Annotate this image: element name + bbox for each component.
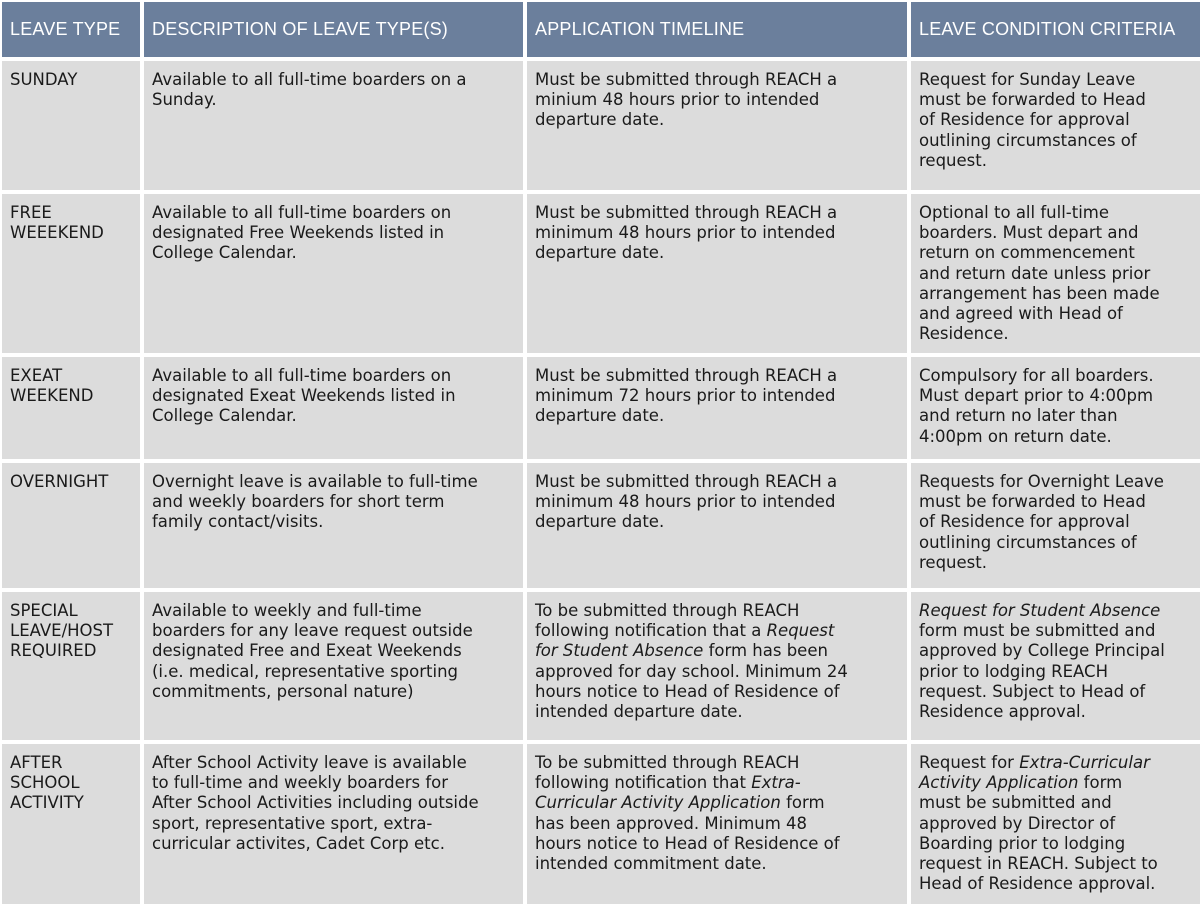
cell-line: [919, 773, 1194, 793]
cell-line: EXEAT: [10, 366, 63, 385]
plain-text: request. Subject to Head of: [919, 681, 1146, 701]
cell-line: Overnight leave is available to full-time: [152, 472, 478, 491]
cell-line: arrangement has been made: [919, 283, 1160, 303]
plain-text: form has been: [703, 641, 828, 661]
cell-line: [535, 814, 899, 834]
cell-line: [535, 773, 899, 793]
criteria-cell: [911, 61, 1200, 190]
cell-line: WEEEKEND: [10, 223, 104, 243]
timeline-cell: [527, 194, 907, 353]
header-leave-condition-criteria: LEAVE CONDITION CRITERIA: [911, 2, 1200, 57]
cell-line: Must be submitted through REACH a: [535, 203, 838, 222]
leave-type-cell: [2, 463, 140, 588]
cell-line: Available to all full-time boarders on a: [152, 70, 467, 89]
cell-line: SUNDAY: [10, 70, 78, 89]
criteria-cell: [911, 463, 1200, 588]
plain-text: form must be submitted and: [919, 621, 1156, 641]
cell-line: request.: [919, 150, 987, 170]
criteria-cell: [911, 592, 1200, 740]
cell-line: [535, 793, 899, 813]
cell-line: designated Free and Exeat Weekends: [152, 641, 462, 661]
description-cell: [144, 357, 523, 459]
cell-line: departure date.: [535, 512, 665, 532]
cell-line: minimum 48 hours prior to intended: [535, 223, 836, 243]
cell-line: commitments, personal nature): [152, 681, 414, 701]
cell-line: Must be submitted through REACH a: [535, 472, 838, 491]
cell-line: After School Activities including outside: [152, 793, 479, 813]
cell-line: of Residence for approval: [919, 110, 1130, 130]
italic-text: Curricular Activity Application: [535, 793, 781, 813]
cell-line: [919, 854, 1194, 874]
cell-line: curricular activites, Cadet Corp etc.: [152, 833, 445, 853]
cell-line: AFTER: [10, 753, 63, 772]
italic-text: for Student Absence: [535, 641, 704, 661]
cell-line: minium 48 hours prior to intended: [535, 90, 820, 110]
criteria-cell: [911, 194, 1200, 353]
cell-line: return on commencement: [919, 243, 1135, 263]
cell-line: [919, 662, 1194, 682]
plain-text: Head of Residence approval.: [919, 874, 1156, 894]
cell-line: Available to weekly and full-time: [152, 601, 422, 620]
cell-line: (i.e. medical, representative sporting: [152, 661, 458, 681]
plain-text: hours notice to Head of Residence of: [535, 833, 840, 853]
cell-line: [535, 854, 899, 874]
plain-text: Boarding prior to lodging: [919, 833, 1126, 853]
cell-line: Residence.: [919, 324, 1009, 344]
cell-line: boarders. Must depart and: [919, 223, 1139, 243]
cell-line: of Residence for approval: [919, 512, 1130, 532]
italic-text: Request for Student Absence: [919, 601, 1161, 620]
cell-line: and return no later than: [919, 406, 1118, 426]
italic-text: Activity Application: [919, 773, 1079, 793]
cell-line: designated Exeat Weekends listed in: [152, 386, 456, 406]
plain-text: To be submitted through REACH: [535, 601, 800, 620]
cell-line: Available to all full-time boarders on: [152, 203, 452, 222]
cell-line: [535, 682, 899, 702]
cell-line: and agreed with Head of: [919, 304, 1123, 324]
cell-line: Sunday.: [152, 90, 217, 110]
cell-line: SCHOOL: [10, 773, 80, 793]
cell-line: departure date.: [535, 406, 665, 426]
leave-type-cell: [2, 357, 140, 459]
plain-text: intended commitment date.: [535, 854, 767, 874]
leave-type-cell: [2, 744, 140, 904]
plain-text: approved by College Principal: [919, 641, 1165, 661]
cell-line: [919, 601, 1194, 621]
leave-type-cell: [2, 194, 140, 353]
cell-line: College Calendar.: [152, 243, 297, 263]
description-cell: [144, 744, 523, 904]
plain-text: prior to lodging REACH: [919, 661, 1108, 681]
plain-text: form: [1078, 773, 1123, 793]
description-cell: [144, 463, 523, 588]
header-application-timeline: APPLICATION TIMELINE: [527, 2, 907, 57]
cell-line: Optional to all full-time: [919, 203, 1110, 222]
cell-line: designated Free Weekends listed in: [152, 223, 445, 243]
cell-line: family contact/visits.: [152, 512, 324, 532]
cell-line: College Calendar.: [152, 406, 297, 426]
description-cell: [144, 61, 523, 190]
cell-line: minimum 72 hours prior to intended: [535, 386, 836, 406]
header-description: DESCRIPTION OF LEAVE TYPE(S): [144, 2, 523, 57]
plain-text: following notification that: [535, 773, 752, 793]
cell-line: [919, 641, 1194, 661]
header-leave-type: LEAVE TYPE: [2, 2, 140, 57]
cell-line: [919, 753, 1194, 773]
cell-line: must be forwarded to Head: [919, 90, 1146, 110]
cell-line: Available to all full-time boarders on: [152, 366, 452, 385]
leave-type-cell: [2, 61, 140, 190]
timeline-cell: [527, 744, 907, 904]
cell-line: [919, 874, 1194, 894]
cell-line: [919, 682, 1194, 702]
cell-line: ACTIVITY: [10, 793, 84, 813]
italic-text: Extra-Curricular: [1019, 753, 1150, 772]
timeline-cell: [527, 463, 907, 588]
cell-line: minimum 48 hours prior to intended: [535, 492, 836, 512]
cell-line: After School Activity leave is available: [152, 753, 467, 772]
cell-line: 4:00pm on return date.: [919, 426, 1112, 446]
timeline-cell: [527, 61, 907, 190]
plain-text: request in REACH. Subject to: [919, 854, 1158, 874]
cell-line: Must be submitted through REACH a: [535, 366, 838, 385]
criteria-cell: [911, 357, 1200, 459]
plain-text: approved for day school. Minimum 24: [535, 661, 848, 681]
cell-line: [535, 621, 899, 641]
criteria-cell: [911, 744, 1200, 904]
cell-line: [535, 641, 899, 661]
cell-line: REQUIRED: [10, 641, 97, 661]
plain-text: must be submitted and: [919, 793, 1112, 813]
cell-line: [919, 814, 1194, 834]
cell-line: OVERNIGHT: [10, 472, 109, 491]
plain-text: following notification that a: [535, 621, 767, 641]
leave-type-cell: [2, 592, 140, 740]
cell-line: and weekly boarders for short term: [152, 492, 445, 512]
cell-line: Must be submitted through REACH a: [535, 70, 838, 89]
cell-line: and return date unless prior: [919, 263, 1151, 283]
cell-line: SPECIAL: [10, 601, 78, 620]
timeline-cell: [527, 592, 907, 740]
cell-line: [919, 702, 1194, 722]
cell-line: departure date.: [535, 243, 665, 263]
plain-text: form: [780, 793, 825, 813]
plain-text: has been approved. Minimum 48: [535, 813, 808, 833]
cell-line: [535, 662, 899, 682]
cell-line: departure date.: [535, 110, 665, 130]
cell-line: outlining circumstances of: [919, 130, 1137, 150]
plain-text: approved by Director of: [919, 813, 1116, 833]
cell-line: Request for Sunday Leave: [919, 70, 1136, 89]
plain-text: Residence approval.: [919, 702, 1086, 722]
cell-line: LEAVE/HOST: [10, 621, 114, 641]
cell-line: must be forwarded to Head: [919, 492, 1146, 512]
plain-text: To be submitted through REACH: [535, 753, 800, 772]
cell-line: WEEKEND: [10, 386, 94, 406]
cell-line: [535, 753, 899, 773]
cell-line: [535, 834, 899, 854]
cell-line: FREE: [10, 203, 52, 222]
cell-line: Must depart prior to 4:00pm: [919, 386, 1154, 406]
cell-line: [535, 702, 899, 722]
cell-line: outlining circumstances of: [919, 532, 1137, 552]
cell-line: [919, 793, 1194, 813]
cell-line: [535, 601, 899, 621]
cell-line: sport, representative sport, extra-: [152, 813, 433, 833]
cell-line: boarders for any leave request outside: [152, 621, 473, 641]
cell-line: to full-time and weekly boarders for: [152, 773, 449, 793]
italic-text: Extra-: [751, 773, 801, 793]
description-cell: [144, 592, 523, 740]
cell-line: [919, 834, 1194, 854]
plain-text: intended departure date.: [535, 702, 743, 722]
plain-text: hours notice to Head of Residence of: [535, 681, 840, 701]
italic-text: Request: [766, 621, 835, 641]
cell-line: Requests for Overnight Leave: [919, 472, 1164, 491]
cell-line: Compulsory for all boarders.: [919, 366, 1154, 385]
cell-line: [919, 621, 1194, 641]
description-cell: [144, 194, 523, 353]
plain-text: Request for: [919, 753, 1020, 772]
cell-line: request.: [919, 552, 987, 572]
timeline-cell: [527, 357, 907, 459]
